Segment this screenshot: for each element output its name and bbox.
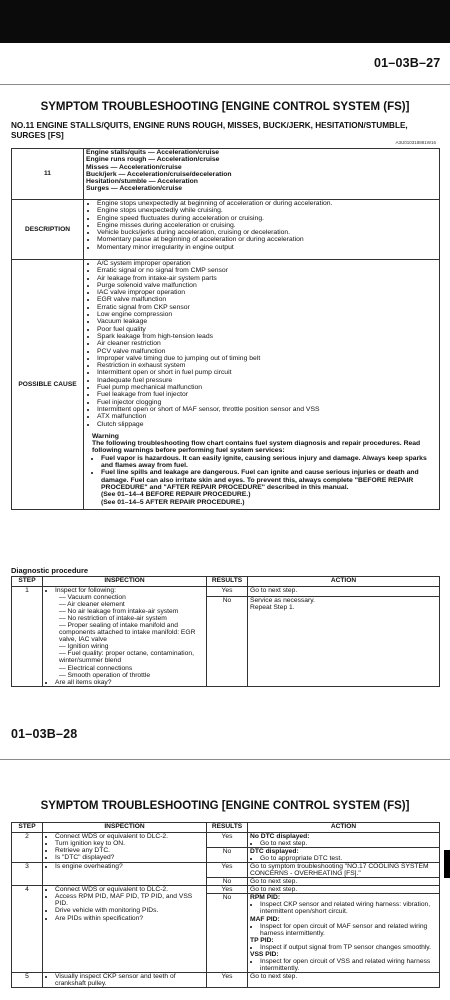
action-yes: Go to symptom troubleshooting "NO.17 COOLING SYSTEM CONCERNS - OVERHEATING [FS]."	[248, 862, 440, 877]
column-header-inspection: INSPECTION	[43, 823, 207, 833]
symptom-line: Surges — Acceleration/cruise	[86, 185, 183, 193]
cause-item: • Spark leakage from high-tension leads	[97, 333, 437, 340]
cause-item: • Air cleaner restriction	[97, 340, 437, 347]
step-number: 2	[12, 832, 43, 862]
inspection-item: • Retrieve any DTC.	[55, 847, 204, 854]
inspection-item: • Are PIDs within specification?	[55, 915, 204, 922]
cause-item: • Fuel pump mechanical malfunction	[97, 384, 437, 391]
cause-item: • Intermittent open or short of MAF sensor, throttle position sensor and VSS	[97, 406, 437, 413]
inspection-item: • Turn ignition key to ON.	[55, 840, 204, 847]
inspection-subitem: — Vacuum connection	[59, 593, 126, 601]
inspection-subitem: — Air cleaner element	[59, 600, 125, 608]
possible-cause-list	[84, 260, 440, 510]
page-number-top: 01–03B–27	[374, 56, 441, 70]
action-heading: TP PID:	[250, 936, 274, 944]
warning-intro: The following troubleshooting flow chart contains fuel system diagnosis and repair procedures. Read following warnings before performing fuel system services:	[92, 440, 421, 455]
symptom-table	[11, 148, 440, 510]
column-header-action: ACTION	[248, 823, 440, 833]
action-no: Go to next step.	[248, 878, 440, 886]
column-header-results: RESULTS	[207, 577, 248, 587]
action-no	[248, 894, 440, 973]
inspection-subitem: — Fuel quality: proper octane, contamination, winter/summer blend	[59, 650, 194, 665]
column-header-step: STEP	[12, 823, 43, 833]
action-yes: Go to next step.	[248, 886, 440, 894]
inspection-subitem: — No restriction of intake-air system	[59, 614, 167, 622]
symptom-line: Misses — Acceleration/cruise	[86, 163, 182, 171]
action-yes: Go to next step.	[248, 973, 440, 988]
description-item: • Engine misses during acceleration or cruising.	[97, 222, 437, 229]
step-number: 4	[12, 886, 43, 973]
column-header-inspection: INSPECTION	[43, 577, 207, 587]
warning-block	[86, 433, 437, 509]
cause-item: • Improper valve timing due to jumping out of timing belt	[97, 355, 437, 362]
action-yes	[248, 832, 440, 847]
divider	[0, 759, 450, 760]
top-dark-band	[0, 0, 450, 43]
cause-item: • IAC valve improper operation	[97, 289, 437, 296]
result-no: No	[207, 847, 248, 862]
cause-item: • Poor fuel quality	[97, 326, 437, 333]
section-tab-marker	[444, 850, 450, 878]
step-inspection	[43, 886, 207, 973]
result-no: No	[207, 596, 248, 686]
symptom-number: 11	[12, 149, 84, 200]
action-item: • Inspect if output signal from TP sensor changes smoothly.	[260, 944, 437, 951]
section-title-bottom: SYMPTOM TROUBLESHOOTING [ENGINE CONTROL SYSTEM (FS)]	[40, 800, 410, 812]
cause-item: • Erratic signal from CKP sensor	[97, 304, 437, 311]
inspection-item: • Is engine overheating?	[55, 863, 204, 870]
cause-item: • Fuel injector clogging	[97, 399, 437, 406]
inspection-item: • Is "DTC" displayed?	[55, 854, 204, 861]
result-yes: Yes	[207, 832, 248, 847]
warning-item: • Fuel vapor is hazardous. It can easily ignite, causing serious injury and damage. Always keep sparks and flames away from fuel.	[101, 455, 437, 470]
description-list	[84, 200, 440, 260]
symptom-line: Buck/jerk — Acceleration/cruise/deceleration	[86, 170, 232, 178]
diagnostic-table-step1	[11, 576, 440, 687]
cause-item: • Erratic signal or no signal from CMP sensor	[97, 267, 437, 274]
step-number: 1	[12, 586, 43, 686]
step-inspection	[43, 973, 207, 988]
inspection-item: • Inspect for following:	[55, 587, 204, 594]
description-item: • Momentary pause at beginning of acceleration or during acceleration	[97, 236, 437, 243]
column-header-action: ACTION	[248, 577, 440, 587]
result-yes: Yes	[207, 973, 248, 988]
diagnostic-procedure-title: Diagnostic procedure	[11, 566, 89, 575]
possible-cause-label: POSSIBLE CAUSE	[12, 260, 84, 510]
warning-title: Warning	[92, 432, 119, 440]
inspection-subitem: — Ignition wiring	[59, 643, 109, 651]
inspection-item: • Connect WDS or equivalent to DLC-2.	[55, 886, 204, 893]
cause-item: • A/C system improper operation	[97, 260, 437, 267]
action-item: • Inspect CKP sensor and related wiring harness: vibration, intermittent open/short circuit.	[260, 901, 437, 915]
result-yes: Yes	[207, 886, 248, 894]
cause-item: • Clutch slippage	[97, 421, 437, 428]
cause-item: • Inadequate fuel pressure	[97, 377, 437, 384]
action-heading: DTC displayed:	[250, 847, 299, 855]
action-no	[248, 596, 440, 686]
description-item: • Engine speed fluctuates during acceleration or cruising.	[97, 215, 437, 222]
action-item: • Go to appropriate DTC test.	[260, 855, 437, 862]
reference-code: A3U010318881W16	[395, 140, 436, 145]
action-heading: VSS PID:	[250, 951, 279, 958]
symptom-list	[84, 149, 440, 200]
inspection-item: • Access RPM PID, MAF PID, TP PID, and VSS PID.	[55, 893, 204, 907]
action-item: • Go to next step.	[260, 840, 437, 847]
symptom-heading: NO.11 ENGINE STALLS/QUITS, ENGINE RUNS ROUGH, MISSES, BUCK/JERK, HESITATION/STUMBLE, SURGES [FS]	[11, 121, 408, 140]
inspection-subitem: — Smooth operation of throttle	[59, 671, 151, 679]
warning-reference: (See 01–14–5 AFTER REPAIR PROCEDURE.)	[101, 498, 245, 506]
section-title: SYMPTOM TROUBLESHOOTING [ENGINE CONTROL SYSTEM (FS)]	[40, 101, 410, 113]
action-line: Service as necessary.	[250, 596, 315, 604]
warning-reference: (See 01–14–4 BEFORE REPAIR PROCEDURE.)	[101, 491, 251, 499]
cause-item: • Air leakage from intake-air system parts	[97, 275, 437, 282]
cause-item: • Fuel leakage from fuel injector	[97, 391, 437, 398]
action-item: • Inspect for open circuit of VSS and related wiring harness intermittently.	[260, 958, 437, 972]
cause-item: • Restriction in exhaust system	[97, 362, 437, 369]
symptom-line: Engine runs rough — Acceleration/cruise	[86, 156, 220, 164]
description-item: • Engine stops unexpectedly at beginning of acceleration or during acceleration.	[97, 200, 437, 207]
symptom-line: Engine stalls/quits — Acceleration/cruise	[86, 149, 220, 156]
divider	[0, 84, 450, 85]
action-heading: No DTC displayed:	[250, 832, 310, 840]
page-number-bottom: 01–03B–28	[11, 727, 78, 741]
cause-item: • Purge solenoid valve malfunction	[97, 282, 437, 289]
action-item: • Inspect for open circuit of MAF sensor and related wiring harness intermittently.	[260, 923, 437, 937]
step-inspection	[43, 832, 207, 862]
action-yes: Go to next step.	[248, 586, 440, 596]
inspection-item: • Are all items okay?	[55, 679, 204, 686]
result-no: No	[207, 878, 248, 886]
description-item: • Vehicle bucks/jerks during acceleration, cruising or deceleration.	[97, 229, 437, 236]
cause-item: • Intermittent open or short in fuel pump circuit	[97, 369, 437, 376]
inspection-subitem: — Proper sealing of intake manifold and components attached to intake manifold: EGR valve, IAC valve	[59, 621, 196, 644]
cause-item: • Vacuum leakage	[97, 318, 437, 325]
step-number: 3	[12, 862, 43, 885]
inspection-item: • Connect WDS or equivalent to DLC-2.	[55, 833, 204, 840]
symptom-line: Hesitation/stumble — Acceleration	[86, 178, 198, 186]
inspection-item: • Drive vehicle with monitoring PIDs.	[55, 907, 204, 914]
inspection-subitem: — Electrical connections	[59, 664, 133, 672]
diagnostic-table-steps-2-5	[11, 822, 440, 988]
column-header-results: RESULTS	[207, 823, 248, 833]
inspection-subitem: — No air leakage from intake-air system	[59, 607, 179, 615]
step-number: 5	[12, 973, 43, 988]
description-label: DESCRIPTION	[12, 200, 84, 260]
result-yes: Yes	[207, 586, 248, 596]
action-heading: RPM PID:	[250, 894, 281, 902]
result-yes: Yes	[207, 862, 248, 877]
description-item: • Engine stops unexpectedly while cruising.	[97, 207, 437, 214]
description-item: • Momentary minor irregularity in engine output	[97, 244, 437, 251]
cause-item: • Low engine compression	[97, 311, 437, 318]
cause-item: • EGR valve malfunction	[97, 296, 437, 303]
cause-item: • ATX malfunction	[97, 413, 437, 420]
column-header-step: STEP	[12, 577, 43, 587]
step-inspection	[43, 862, 207, 885]
action-heading: MAF PID:	[250, 915, 280, 923]
step-inspection	[43, 586, 207, 686]
action-line: Repeat Step 1.	[250, 603, 295, 611]
inspection-item: • Visually inspect CKP sensor and teeth of crankshaft pulley.	[55, 973, 204, 987]
action-no	[248, 847, 440, 862]
warning-item: • Fuel line spills and leakage are dangerous. Fuel can ignite and cause serious injuries or death and damage. Fuel can also irritate skin and eyes. To prevent this, always complete "BEFORE REPAIR PROCEDURE" and "AFTER REPAIR PROCEDURE" described in this manual.	[101, 469, 437, 491]
cause-item: • PCV valve malfunction	[97, 348, 437, 355]
result-no: No	[207, 894, 248, 973]
